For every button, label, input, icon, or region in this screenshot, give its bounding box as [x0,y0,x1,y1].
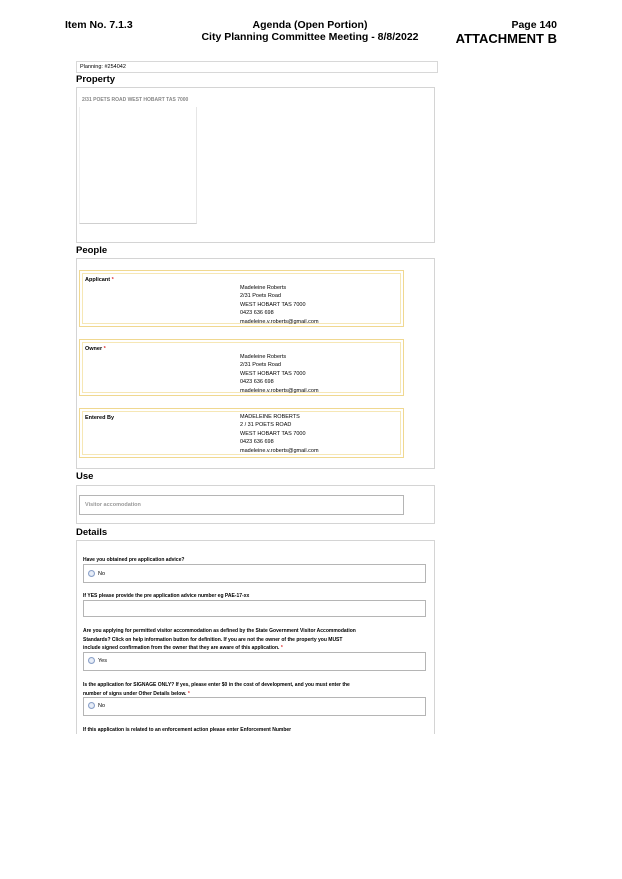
planning-reference: Planning: #254042 [76,61,438,73]
signage-only-no-option[interactable]: No [88,702,105,709]
radio-icon[interactable] [88,657,95,664]
pre-advice-number-question: If YES please provide the pre application advice number eg PAE-17-xx [83,593,250,599]
property-address: 2/31 POETS ROAD WEST HOBART TAS 7000 [82,97,189,103]
radio-icon[interactable] [88,702,95,709]
page-number: Page 140 [511,19,557,31]
owner-card [79,339,404,396]
signage-only-answer-box [83,697,426,716]
entered-by-details: MADELEINE ROBERTS 2 / 31 POETS ROAD WEST HOBART TAS 7000 0423 636 698 madeleine.v.roberts@gmail.com [240,414,319,454]
owner-role: Owner * [85,346,106,352]
pre-advice-number-input[interactable] [83,600,426,617]
meeting-title: City Planning Committee Meeting - 8/8/2022 [201,31,419,43]
entered-by-card [79,408,404,458]
use-field[interactable] [79,495,404,515]
entered-by-role: Entered By [85,415,115,421]
attachment-label: ATTACHMENT B [455,31,557,46]
applicant-card [79,270,404,327]
radio-icon[interactable] [88,570,95,577]
page-header-right [456,19,557,46]
owner-details: Madeleine Roberts 2/31 Poets Road WEST HOBART TAS 7000 0423 636 698 madeleine.v.roberts@gmail.com [240,354,319,394]
pre-advice-question: Have you obtained pre application advice? [83,557,185,563]
use-value: Visitor accomodation [85,502,141,508]
agenda-header [180,19,440,43]
pre-advice-no-option[interactable]: No [88,570,105,577]
pre-advice-answer-box [83,564,426,583]
visitor-accommodation-question: Are you applying for permitted visitor accommodation as defined by the State Government Visitor Accommodation Standards? Click on help information button for definition. If you are not the owner of the property you MUST include signed confirmation from the owner that they are aware of this application. * [83,628,356,652]
visitor-accommodation-yes-option[interactable]: Yes [88,657,107,664]
people-section-title: People [76,245,108,256]
property-section-title: Property [76,74,116,85]
applicant-role: Applicant * [85,277,114,283]
enforcement-number-question: If this application is related to an enforcement action please enter Enforcement Number [83,727,292,733]
applicant-details: Madeleine Roberts 2/31 Poets Road WEST HOBART TAS 7000 0423 636 698 madeleine.v.roberts@gmail.com [240,285,319,325]
use-section-title: Use [76,471,94,482]
signage-only-question: Is the application for SIGNAGE ONLY? If yes, please enter $0 in the cost of development, and you must enter the number of signs under Other Details below. * [83,682,350,697]
agenda-title: Agenda (Open Portion) [252,19,368,31]
details-section-title: Details [76,527,108,538]
item-number: Item No. 7.1.3 [65,19,133,31]
property-map[interactable] [79,107,197,224]
visitor-accommodation-answer-box [83,652,426,671]
